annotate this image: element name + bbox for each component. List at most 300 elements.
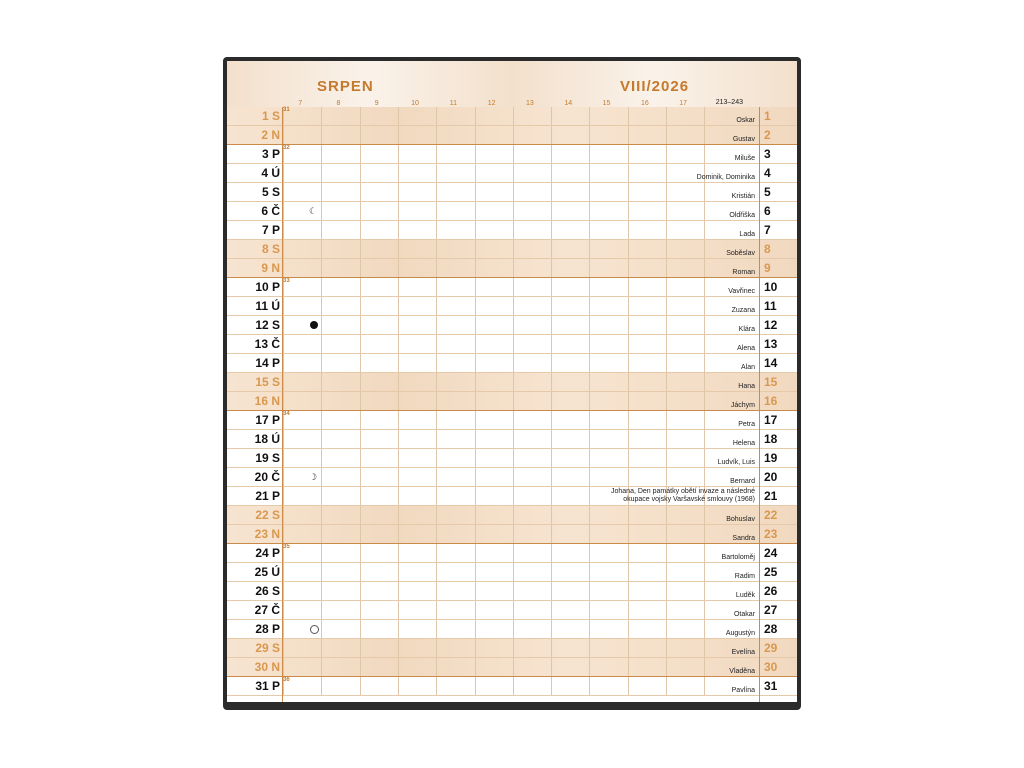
- hour-cell[interactable]: [475, 202, 513, 220]
- day-row[interactable]: [227, 449, 797, 468]
- hour-cell[interactable]: [436, 468, 474, 486]
- hour-cell[interactable]: [628, 658, 666, 676]
- hour-cell[interactable]: [475, 525, 513, 543]
- hour-cell[interactable]: [513, 620, 551, 638]
- hour-cell[interactable]: [283, 601, 321, 619]
- hour-cell[interactable]: [398, 107, 436, 125]
- hour-cell[interactable]: [360, 544, 398, 562]
- hour-cell[interactable]: [589, 506, 627, 524]
- hour-cell[interactable]: [321, 373, 359, 391]
- hour-cell[interactable]: [513, 544, 551, 562]
- hour-cell[interactable]: [589, 544, 627, 562]
- hour-cell[interactable]: [398, 297, 436, 315]
- hour-cell[interactable]: [436, 202, 474, 220]
- hour-cell[interactable]: [666, 240, 704, 258]
- hour-cell[interactable]: [436, 354, 474, 372]
- hour-cell[interactable]: [666, 658, 704, 676]
- hour-cell[interactable]: [360, 221, 398, 239]
- hour-cell[interactable]: [436, 297, 474, 315]
- hour-cell[interactable]: [321, 582, 359, 600]
- hour-cell[interactable]: [436, 164, 474, 182]
- hour-cell[interactable]: [551, 164, 589, 182]
- hour-cell[interactable]: [551, 430, 589, 448]
- hour-cell[interactable]: [398, 544, 436, 562]
- hour-cell[interactable]: [628, 164, 666, 182]
- hour-cell[interactable]: [475, 259, 513, 277]
- hour-cell[interactable]: [436, 639, 474, 657]
- hour-cell[interactable]: [551, 183, 589, 201]
- hour-cell[interactable]: [360, 145, 398, 163]
- hour-cell[interactable]: [513, 335, 551, 353]
- hour-cell[interactable]: [321, 164, 359, 182]
- hour-cell[interactable]: [283, 563, 321, 581]
- hour-cell[interactable]: [628, 620, 666, 638]
- day-row[interactable]: [227, 316, 797, 335]
- hour-cell[interactable]: [589, 335, 627, 353]
- hour-cell[interactable]: [321, 259, 359, 277]
- day-row[interactable]: [227, 335, 797, 354]
- hour-cell[interactable]: [321, 297, 359, 315]
- hour-cell[interactable]: [628, 582, 666, 600]
- hour-cell[interactable]: [666, 354, 704, 372]
- hour-cell[interactable]: [321, 335, 359, 353]
- hour-cell[interactable]: [666, 525, 704, 543]
- hour-cell[interactable]: [551, 392, 589, 410]
- hour-cell[interactable]: [475, 677, 513, 695]
- day-row[interactable]: [227, 544, 797, 563]
- hour-cell[interactable]: [475, 544, 513, 562]
- hour-cell[interactable]: [589, 639, 627, 657]
- hour-cell[interactable]: [436, 506, 474, 524]
- hour-cell[interactable]: [589, 620, 627, 638]
- hour-cell[interactable]: [360, 183, 398, 201]
- hour-cell[interactable]: [666, 563, 704, 581]
- hour-cell[interactable]: [436, 335, 474, 353]
- hour-cell[interactable]: [551, 620, 589, 638]
- hour-cell[interactable]: [398, 620, 436, 638]
- day-row[interactable]: [227, 563, 797, 582]
- hour-cell[interactable]: [398, 677, 436, 695]
- hour-cell[interactable]: [628, 107, 666, 125]
- hour-cell[interactable]: [551, 145, 589, 163]
- hour-cell[interactable]: [666, 126, 704, 144]
- hour-cell[interactable]: [628, 145, 666, 163]
- hour-cell[interactable]: [321, 639, 359, 657]
- hour-cell[interactable]: [360, 601, 398, 619]
- hour-cell[interactable]: [513, 202, 551, 220]
- day-row[interactable]: [227, 582, 797, 601]
- hour-cell[interactable]: [628, 259, 666, 277]
- day-row[interactable]: [227, 373, 797, 392]
- hour-cell[interactable]: [589, 164, 627, 182]
- hour-cell[interactable]: [436, 259, 474, 277]
- hour-cell[interactable]: [475, 601, 513, 619]
- hour-cell[interactable]: [589, 126, 627, 144]
- hour-cell[interactable]: [360, 525, 398, 543]
- hour-cell[interactable]: [360, 278, 398, 296]
- hour-cell[interactable]: [436, 582, 474, 600]
- hour-cell[interactable]: [589, 202, 627, 220]
- hour-cell[interactable]: [321, 430, 359, 448]
- hour-cell[interactable]: [398, 240, 436, 258]
- hour-cell[interactable]: [628, 544, 666, 562]
- hour-cell[interactable]: [551, 449, 589, 467]
- hour-cell[interactable]: [436, 525, 474, 543]
- hour-cell[interactable]: [436, 620, 474, 638]
- hour-cell[interactable]: [283, 373, 321, 391]
- hour-cell[interactable]: [360, 677, 398, 695]
- hour-cell[interactable]: [551, 658, 589, 676]
- day-row[interactable]: [227, 202, 797, 221]
- hour-cell[interactable]: [628, 354, 666, 372]
- hour-cell[interactable]: [513, 126, 551, 144]
- day-row[interactable]: [227, 221, 797, 240]
- hour-cell[interactable]: [589, 601, 627, 619]
- hour-cell[interactable]: [628, 392, 666, 410]
- hour-cell[interactable]: [666, 639, 704, 657]
- hour-cell[interactable]: [551, 354, 589, 372]
- hour-cell[interactable]: [513, 107, 551, 125]
- hour-cell[interactable]: [628, 468, 666, 486]
- hour-cell[interactable]: [589, 107, 627, 125]
- hour-cell[interactable]: [398, 487, 436, 505]
- hour-cell[interactable]: [628, 601, 666, 619]
- hour-cell[interactable]: [398, 335, 436, 353]
- hour-cell[interactable]: [589, 221, 627, 239]
- hour-cell[interactable]: [398, 221, 436, 239]
- hour-cell[interactable]: [628, 202, 666, 220]
- hour-cell[interactable]: [321, 468, 359, 486]
- hour-cell[interactable]: [513, 658, 551, 676]
- hour-cell[interactable]: [589, 430, 627, 448]
- hour-cell[interactable]: [551, 278, 589, 296]
- hour-cell[interactable]: [475, 183, 513, 201]
- hour-cell[interactable]: [666, 392, 704, 410]
- hour-cell[interactable]: [283, 449, 321, 467]
- hour-cell[interactable]: [436, 487, 474, 505]
- hour-cell[interactable]: [513, 468, 551, 486]
- hour-cell[interactable]: [551, 221, 589, 239]
- hour-cell[interactable]: [628, 126, 666, 144]
- hour-cell[interactable]: [513, 525, 551, 543]
- hour-cell[interactable]: [321, 525, 359, 543]
- hour-cell[interactable]: [283, 183, 321, 201]
- hour-cell[interactable]: [283, 240, 321, 258]
- hour-cell[interactable]: [589, 392, 627, 410]
- hour-cell[interactable]: [360, 582, 398, 600]
- hour-cell[interactable]: [398, 525, 436, 543]
- day-row[interactable]: [227, 259, 797, 278]
- hour-cell[interactable]: [321, 202, 359, 220]
- hour-cell[interactable]: [551, 487, 589, 505]
- hour-cell[interactable]: [551, 297, 589, 315]
- hour-cell[interactable]: [321, 411, 359, 429]
- hour-cell[interactable]: [666, 468, 704, 486]
- hour-cell[interactable]: [436, 563, 474, 581]
- day-row[interactable]: [227, 487, 797, 506]
- hour-cell[interactable]: [398, 468, 436, 486]
- hour-cell[interactable]: [321, 316, 359, 334]
- hour-cell[interactable]: [321, 183, 359, 201]
- hour-cell[interactable]: [398, 164, 436, 182]
- hour-cell[interactable]: [666, 221, 704, 239]
- hour-cell[interactable]: [551, 639, 589, 657]
- hour-cell[interactable]: [360, 373, 398, 391]
- hour-cell[interactable]: [666, 202, 704, 220]
- hour-cell[interactable]: [589, 240, 627, 258]
- hour-cell[interactable]: [436, 373, 474, 391]
- hour-cell[interactable]: [628, 525, 666, 543]
- hour-cell[interactable]: [360, 411, 398, 429]
- hour-cell[interactable]: [398, 278, 436, 296]
- hour-cell[interactable]: [513, 278, 551, 296]
- hour-cell[interactable]: [360, 164, 398, 182]
- hour-cell[interactable]: [321, 620, 359, 638]
- hour-cell[interactable]: [666, 449, 704, 467]
- hour-cell[interactable]: [360, 259, 398, 277]
- hour-cell[interactable]: [628, 677, 666, 695]
- hour-cell[interactable]: [360, 449, 398, 467]
- hour-cell[interactable]: [321, 278, 359, 296]
- day-row[interactable]: [227, 164, 797, 183]
- hour-cell[interactable]: [589, 354, 627, 372]
- hour-cell[interactable]: [360, 240, 398, 258]
- hour-cell[interactable]: [398, 354, 436, 372]
- hour-cell[interactable]: [321, 240, 359, 258]
- hour-cell[interactable]: [436, 430, 474, 448]
- hour-cell[interactable]: [475, 335, 513, 353]
- hour-cell[interactable]: [321, 392, 359, 410]
- hour-cell[interactable]: [589, 449, 627, 467]
- hour-cell[interactable]: [513, 297, 551, 315]
- hour-cell[interactable]: [551, 468, 589, 486]
- hour-cell[interactable]: [666, 107, 704, 125]
- hour-cell[interactable]: [360, 430, 398, 448]
- hour-cell[interactable]: [360, 316, 398, 334]
- hour-cell[interactable]: [513, 316, 551, 334]
- hour-cell[interactable]: [475, 563, 513, 581]
- hour-cell[interactable]: [398, 392, 436, 410]
- hour-cell[interactable]: [628, 183, 666, 201]
- hour-cell[interactable]: [283, 525, 321, 543]
- day-row[interactable]: [227, 620, 797, 639]
- hour-cell[interactable]: [513, 601, 551, 619]
- hour-cell[interactable]: [666, 677, 704, 695]
- hour-cell[interactable]: [283, 506, 321, 524]
- hour-cell[interactable]: [589, 259, 627, 277]
- hour-cell[interactable]: [589, 468, 627, 486]
- hour-cell[interactable]: [551, 563, 589, 581]
- hour-cell[interactable]: [283, 221, 321, 239]
- hour-cell[interactable]: [551, 677, 589, 695]
- hour-cell[interactable]: [398, 639, 436, 657]
- hour-cell[interactable]: [628, 278, 666, 296]
- hour-cell[interactable]: [475, 278, 513, 296]
- hour-cell[interactable]: [475, 582, 513, 600]
- hour-cell[interactable]: [589, 411, 627, 429]
- hour-cell[interactable]: [628, 639, 666, 657]
- day-row[interactable]: [227, 430, 797, 449]
- hour-cell[interactable]: [666, 620, 704, 638]
- hour-cell[interactable]: [321, 544, 359, 562]
- hour-cell[interactable]: [436, 392, 474, 410]
- hour-cell[interactable]: [283, 582, 321, 600]
- hour-cell[interactable]: [475, 620, 513, 638]
- hour-cell[interactable]: [360, 468, 398, 486]
- hour-cell[interactable]: [283, 164, 321, 182]
- hour-cell[interactable]: [283, 354, 321, 372]
- hour-cell[interactable]: [398, 430, 436, 448]
- hour-cell[interactable]: [360, 297, 398, 315]
- hour-cell[interactable]: [283, 430, 321, 448]
- hour-cell[interactable]: [321, 601, 359, 619]
- hour-cell[interactable]: [283, 126, 321, 144]
- hour-cell[interactable]: [551, 316, 589, 334]
- hour-cell[interactable]: [628, 335, 666, 353]
- hour-cell[interactable]: [589, 563, 627, 581]
- hour-cell[interactable]: [513, 183, 551, 201]
- hour-cell[interactable]: [551, 506, 589, 524]
- hour-cell[interactable]: [360, 620, 398, 638]
- hour-cell[interactable]: [628, 506, 666, 524]
- hour-cell[interactable]: [475, 392, 513, 410]
- hour-cell[interactable]: [475, 354, 513, 372]
- hour-cell[interactable]: [321, 107, 359, 125]
- hour-cell[interactable]: [589, 525, 627, 543]
- hour-cell[interactable]: [513, 582, 551, 600]
- hour-cell[interactable]: [589, 278, 627, 296]
- hour-cell[interactable]: [436, 240, 474, 258]
- hour-cell[interactable]: [551, 126, 589, 144]
- hour-cell[interactable]: [551, 240, 589, 258]
- hour-cell[interactable]: [360, 639, 398, 657]
- hour-cell[interactable]: [513, 563, 551, 581]
- hour-cell[interactable]: [513, 164, 551, 182]
- hour-cell[interactable]: [551, 411, 589, 429]
- hour-cell[interactable]: [666, 259, 704, 277]
- hour-cell[interactable]: [513, 430, 551, 448]
- hour-cell[interactable]: [436, 411, 474, 429]
- hour-cell[interactable]: [475, 487, 513, 505]
- hour-cell[interactable]: [513, 392, 551, 410]
- hour-cell[interactable]: [475, 240, 513, 258]
- hour-cell[interactable]: [628, 240, 666, 258]
- hour-cell[interactable]: [589, 297, 627, 315]
- hour-cell[interactable]: [436, 658, 474, 676]
- hour-cell[interactable]: [475, 126, 513, 144]
- day-row[interactable]: [227, 354, 797, 373]
- hour-cell[interactable]: [666, 278, 704, 296]
- hour-cell[interactable]: [360, 392, 398, 410]
- hour-cell[interactable]: [321, 658, 359, 676]
- hour-cell[interactable]: [628, 563, 666, 581]
- hour-cell[interactable]: [436, 145, 474, 163]
- day-row[interactable]: [227, 506, 797, 525]
- hour-cell[interactable]: [436, 316, 474, 334]
- day-row[interactable]: [227, 601, 797, 620]
- hour-cell[interactable]: [436, 183, 474, 201]
- hour-cell[interactable]: [666, 411, 704, 429]
- hour-cell[interactable]: [398, 563, 436, 581]
- hour-cell[interactable]: [628, 297, 666, 315]
- hour-cell[interactable]: [589, 658, 627, 676]
- hour-cell[interactable]: [398, 126, 436, 144]
- hour-cell[interactable]: [436, 544, 474, 562]
- hour-cell[interactable]: [513, 259, 551, 277]
- hour-cell[interactable]: [398, 202, 436, 220]
- hour-cell[interactable]: [475, 221, 513, 239]
- hour-cell[interactable]: [551, 544, 589, 562]
- hour-cell[interactable]: [360, 354, 398, 372]
- hour-cell[interactable]: [436, 221, 474, 239]
- hour-cell[interactable]: [666, 183, 704, 201]
- hour-cell[interactable]: [513, 639, 551, 657]
- hour-cell[interactable]: [513, 487, 551, 505]
- hour-cell[interactable]: [360, 563, 398, 581]
- day-row[interactable]: [227, 411, 797, 430]
- hour-cell[interactable]: [283, 392, 321, 410]
- hour-cell[interactable]: [436, 126, 474, 144]
- hour-cell[interactable]: [513, 221, 551, 239]
- hour-cell[interactable]: [513, 677, 551, 695]
- hour-cell[interactable]: [321, 221, 359, 239]
- hour-cell[interactable]: [360, 202, 398, 220]
- hour-cell[interactable]: [628, 221, 666, 239]
- hour-cell[interactable]: [475, 468, 513, 486]
- hour-cell[interactable]: [475, 316, 513, 334]
- hour-cell[interactable]: [589, 582, 627, 600]
- hour-cell[interactable]: [666, 316, 704, 334]
- hour-cell[interactable]: [475, 297, 513, 315]
- hour-cell[interactable]: [628, 449, 666, 467]
- hour-cell[interactable]: [551, 107, 589, 125]
- hour-cell[interactable]: [666, 544, 704, 562]
- hour-cell[interactable]: [360, 107, 398, 125]
- hour-cell[interactable]: [628, 373, 666, 391]
- hour-cell[interactable]: [436, 677, 474, 695]
- hour-cell[interactable]: [628, 316, 666, 334]
- hour-cell[interactable]: [551, 601, 589, 619]
- hour-cell[interactable]: [589, 373, 627, 391]
- hour-cell[interactable]: [283, 658, 321, 676]
- day-row[interactable]: [227, 525, 797, 544]
- hour-cell[interactable]: [666, 582, 704, 600]
- hour-cell[interactable]: [321, 354, 359, 372]
- day-row[interactable]: [227, 392, 797, 411]
- hour-cell[interactable]: [398, 449, 436, 467]
- hour-cell[interactable]: [475, 164, 513, 182]
- hour-cell[interactable]: [321, 145, 359, 163]
- hour-cell[interactable]: [513, 240, 551, 258]
- hour-cell[interactable]: [398, 183, 436, 201]
- day-row[interactable]: [227, 126, 797, 145]
- hour-cell[interactable]: [475, 449, 513, 467]
- hour-cell[interactable]: [398, 373, 436, 391]
- day-row[interactable]: [227, 297, 797, 316]
- hour-cell[interactable]: [321, 487, 359, 505]
- day-row[interactable]: [227, 278, 797, 297]
- day-row[interactable]: [227, 658, 797, 677]
- hour-cell[interactable]: [475, 373, 513, 391]
- hour-cell[interactable]: [666, 506, 704, 524]
- hour-cell[interactable]: [551, 202, 589, 220]
- hour-cell[interactable]: [475, 107, 513, 125]
- hour-cell[interactable]: [398, 506, 436, 524]
- hour-cell[interactable]: [666, 430, 704, 448]
- hour-cell[interactable]: [436, 107, 474, 125]
- hour-cell[interactable]: [551, 582, 589, 600]
- hour-cell[interactable]: [321, 506, 359, 524]
